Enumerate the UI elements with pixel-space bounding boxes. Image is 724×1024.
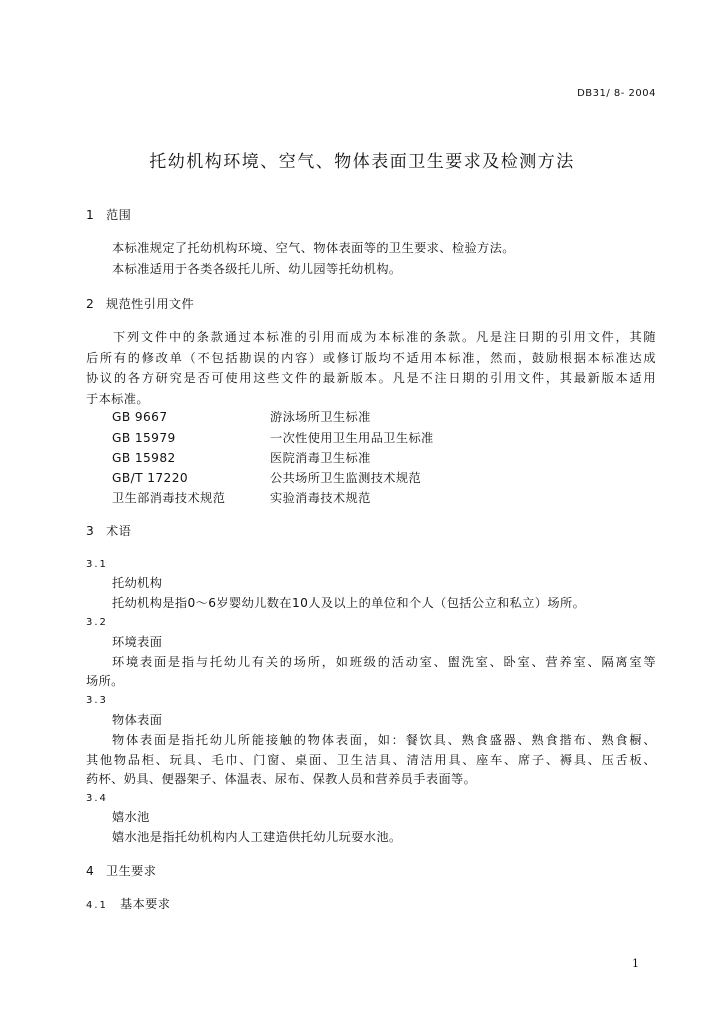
page-number: 1: [632, 957, 639, 970]
term-number: 3.4: [86, 793, 108, 804]
term-definition: 其他物品柜、玩具、毛巾、门窗、桌面、卫生洁具、清洁用具、座车、席子、褥具、压舌板、: [86, 753, 656, 767]
term-name: 物体表面: [112, 713, 163, 727]
term-number: 3.3: [86, 695, 108, 706]
term-number: 3.1: [86, 559, 108, 570]
section-2-heading: [86, 296, 194, 312]
paragraph-line: 下列文件中的条款通过本标准的引用而成为本标准的条款。凡是注日期的引用文件，其随: [113, 330, 656, 344]
section-number: 4: [86, 864, 95, 878]
section-number: 2: [86, 297, 95, 311]
reference-code: GB/T 17220: [112, 471, 189, 485]
reference-code: GB 9667: [112, 410, 168, 424]
section-4-heading: [86, 863, 156, 879]
term-definition: 托幼机构是指0～6岁婴幼儿数在10人及以上的单位和个人（包括公立和私立）场所。: [112, 596, 586, 610]
section-title: 范围: [106, 208, 132, 222]
section-number: 3: [86, 524, 95, 538]
term-definition: 场所。: [86, 674, 124, 688]
reference-name: 实验消毒技术规范: [270, 491, 371, 505]
paragraph: 本标准规定了托幼机构环境、空气、物体表面等的卫生要求、检验方法。: [112, 241, 515, 255]
section-3-heading: [86, 523, 131, 539]
section-number: 1: [86, 208, 95, 222]
section-title: 规范性引用文件: [106, 297, 195, 311]
reference-name: 游泳场所卫生标准: [270, 410, 371, 424]
reference-code: 卫生部消毒技术规范: [112, 491, 226, 505]
reference-code: GB 15982: [112, 451, 176, 465]
term-definition: 嬉水池是指托幼机构内人工建造供托幼儿玩耍水池。: [112, 830, 402, 844]
section-title: 术语: [106, 524, 132, 538]
paragraph-line: 后所有的修改单（不包括勘误的内容）或修订版均不适用本标准，然而，鼓励根据本标准达成: [86, 351, 656, 365]
term-definition: 药杯、奶具、便器架子、体温表、尿布、保教人员和营养员手表面等。: [86, 772, 477, 786]
term-name: 环境表面: [112, 635, 163, 649]
document-id: DB31/ 8- 2004: [577, 88, 656, 99]
reference-name: 公共场所卫生监测技术规范: [270, 471, 422, 485]
paragraph-line: 于本标准。: [86, 392, 149, 406]
reference-name: 一次性使用卫生用品卫生标准: [270, 431, 434, 445]
section-1-heading: [86, 207, 131, 223]
term-name: 托幼机构: [112, 576, 163, 590]
section-title: 卫生要求: [106, 864, 157, 878]
reference-name: 医院消毒卫生标准: [270, 451, 371, 465]
paragraph-line: 协议的各方研究是否可使用这些文件的最新版本。凡是不注日期的引用文件，其最新版本适用: [86, 371, 656, 385]
term-definition: 环境表面是指与托幼儿有关的场所，如班级的活动室、盥洗室、卧室、营养室、隔离室等: [112, 655, 656, 669]
reference-code: GB 15979: [112, 431, 176, 445]
term-name: 嬉水池: [112, 810, 150, 824]
page-title: 托幼机构环境、空气、物体表面卫生要求及检测方法: [149, 152, 575, 172]
subsection-4-1-heading: [86, 896, 170, 914]
section-number: 4.1: [86, 900, 108, 911]
term-definition: 物体表面是指托幼儿所能接触的物体表面，如：餐饮具、熟食盛器、熟食揩布、熟食橱、: [112, 733, 656, 747]
paragraph: 本标准适用于各类各级托儿所、幼儿园等托幼机构。: [112, 262, 402, 276]
term-number: 3.2: [86, 617, 108, 628]
section-title: 基本要求: [120, 897, 171, 911]
